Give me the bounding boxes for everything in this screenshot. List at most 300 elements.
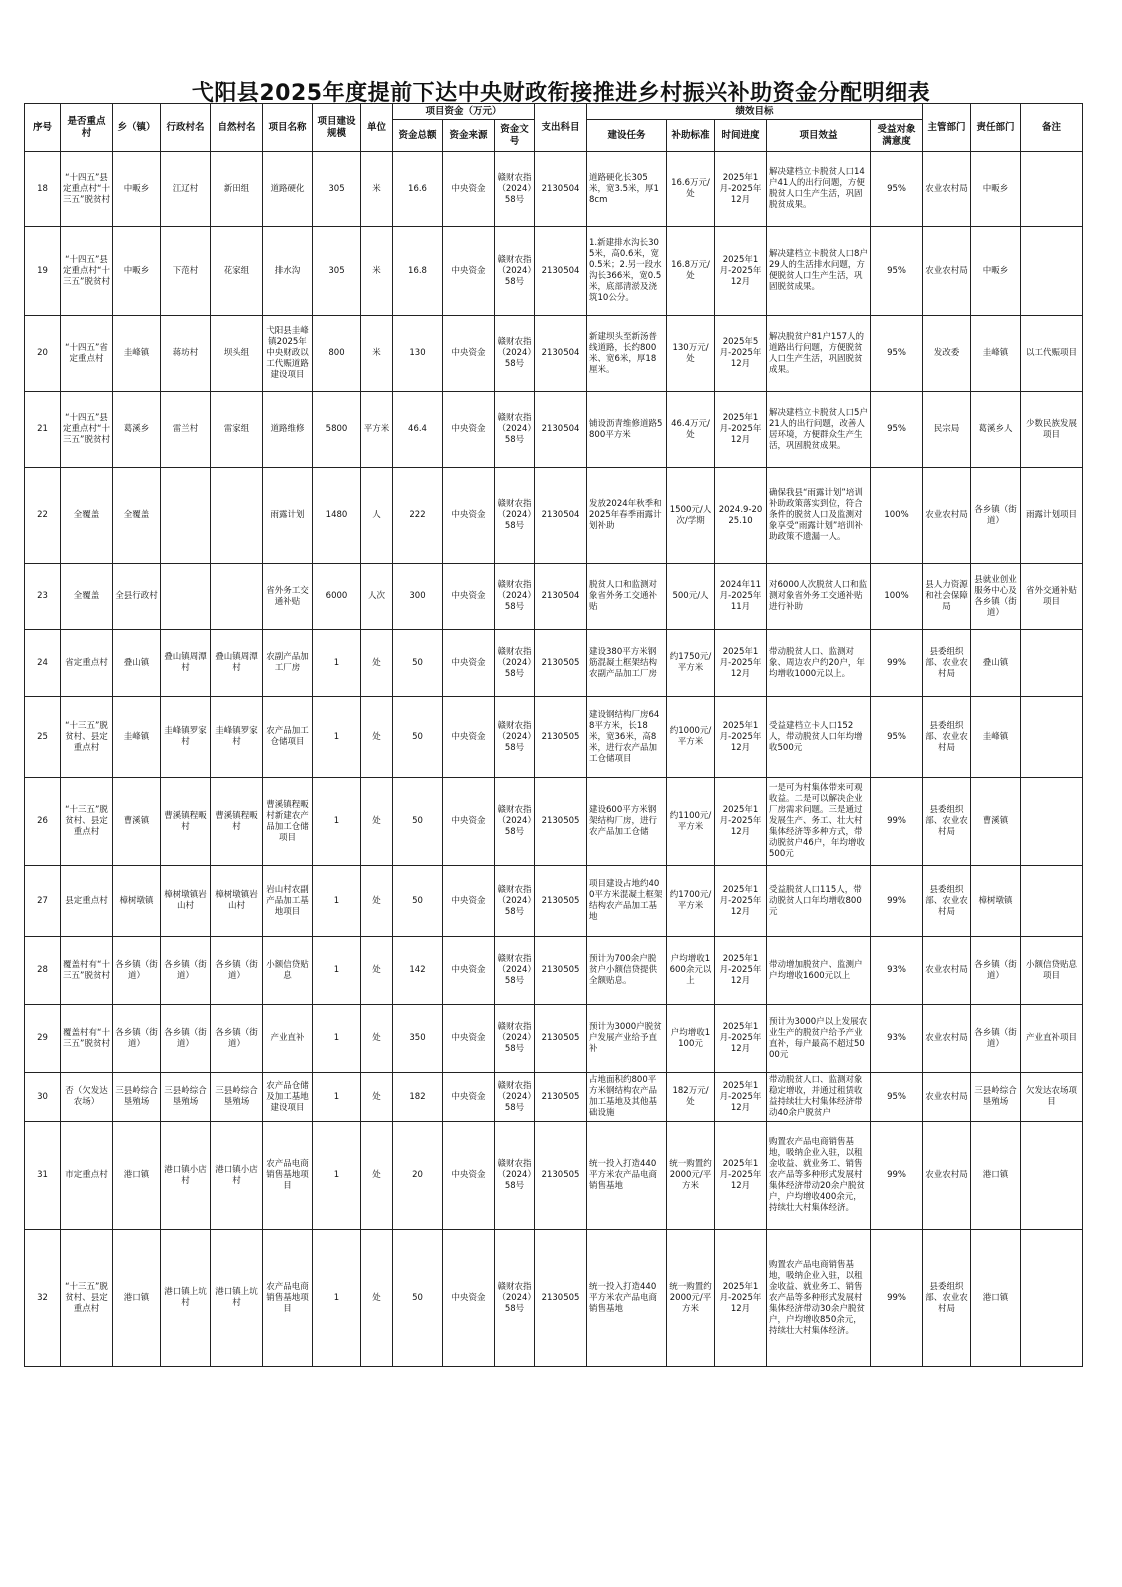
cell-town: 圭峰镇 <box>113 316 161 392</box>
cell-natural-village: 坝头组 <box>211 316 263 392</box>
cell-fund-source: 中央资金 <box>443 227 495 316</box>
table-row <box>25 392 1083 468</box>
cell-task: 建设钢结构厂房648平方米，长18米，宽36米，高8米，进行农产品加工仓储项目 <box>587 697 667 778</box>
table-row <box>25 468 1083 564</box>
cell-natural-village <box>211 468 263 564</box>
cell-benefit: 受益建档立卡人口152人，带动脱贫人口年均增收500元 <box>767 697 871 778</box>
cell-seq: 26 <box>25 778 61 866</box>
cell-dept: 农业农村局 <box>923 1122 971 1230</box>
cell-schedule: 2024.9-2025.10 <box>715 468 767 564</box>
cell-fund-doc: 赣财农指（2024）58号 <box>495 316 535 392</box>
cell-dept: 发改委 <box>923 316 971 392</box>
cell-fund-doc: 赣财农指（2024）58号 <box>495 778 535 866</box>
cell-unit: 处 <box>361 1230 393 1367</box>
cell-note <box>1021 1122 1083 1230</box>
cell-key-village: “十四五”县定重点村“十三五”脱贫村 <box>61 152 113 227</box>
cell-seq: 22 <box>25 468 61 564</box>
cell-scale: 305 <box>313 227 361 316</box>
cell-seq: 29 <box>25 1005 61 1073</box>
cell-fund-doc: 赣财农指（2024）58号 <box>495 564 535 630</box>
cell-project-name: 排水沟 <box>263 227 313 316</box>
cell-dept: 农业农村局 <box>923 1073 971 1122</box>
cell-task: 预计为3000户脱贫户发展产业给予直补 <box>587 1005 667 1073</box>
cell-scale: 6000 <box>313 564 361 630</box>
cell-standard: 约1700元/平方米 <box>667 866 715 937</box>
cell-fund-total: 222 <box>393 468 443 564</box>
cell-town: 各乡镇（街道） <box>113 1005 161 1073</box>
cell-town: 葛溪乡 <box>113 392 161 468</box>
cell-admin-village: 樟树墩镇岩山村 <box>161 866 211 937</box>
cell-project-name: 弋阳县圭峰镇2025年中央财政以工代赈道路建设项目 <box>263 316 313 392</box>
cell-natural-village: 港口镇小店村 <box>211 1122 263 1230</box>
cell-seq: 27 <box>25 866 61 937</box>
cell-fund-total: 300 <box>393 564 443 630</box>
cell-resp: 圭峰镇 <box>971 697 1021 778</box>
cell-fund-source: 中央资金 <box>443 1073 495 1122</box>
cell-natural-village: 圭峰镇罗家村 <box>211 697 263 778</box>
table-row <box>25 937 1083 1005</box>
cell-standard: 130万元/处 <box>667 316 715 392</box>
header-benefit: 项目效益 <box>767 120 871 152</box>
cell-project-name: 农产品电商销售基地项目 <box>263 1122 313 1230</box>
cell-admin-village <box>161 564 211 630</box>
cell-satisfaction: 95% <box>871 1073 923 1122</box>
cell-fund-total: 130 <box>393 316 443 392</box>
table-row <box>25 1230 1083 1367</box>
cell-subject: 2130505 <box>535 697 587 778</box>
cell-admin-village: 叠山镇周潭村 <box>161 630 211 697</box>
cell-satisfaction: 95% <box>871 697 923 778</box>
header-fund-source: 资金来源 <box>443 120 495 152</box>
cell-dept: 县委组织部、农业农村局 <box>923 697 971 778</box>
cell-subject: 2130505 <box>535 1073 587 1122</box>
cell-task: 建设600平方米钢架结构厂房，进行农产品加工仓储 <box>587 778 667 866</box>
cell-seq: 30 <box>25 1073 61 1122</box>
cell-seq: 19 <box>25 227 61 316</box>
cell-admin-village: 各乡镇（街道） <box>161 1005 211 1073</box>
cell-fund-doc: 赣财农指（2024）58号 <box>495 1122 535 1230</box>
cell-scale: 1 <box>313 1005 361 1073</box>
cell-scale: 1 <box>313 866 361 937</box>
header-standard: 补助标准 <box>667 120 715 152</box>
cell-schedule: 2025年1月-2025年12月 <box>715 778 767 866</box>
cell-subject: 2130505 <box>535 778 587 866</box>
cell-dept: 县委组织部、农业农村局 <box>923 778 971 866</box>
cell-task: 统一投入打造440平方米农产品电商销售基地 <box>587 1122 667 1230</box>
cell-scale: 1480 <box>313 468 361 564</box>
cell-resp: 县就业创业服务中心及各乡镇（街道） <box>971 564 1021 630</box>
cell-key-village: “十四五”省定重点村 <box>61 316 113 392</box>
cell-key-village: 省定重点村 <box>61 630 113 697</box>
cell-note <box>1021 866 1083 937</box>
table-row <box>25 630 1083 697</box>
cell-admin-village: 曹溪镇程畈村 <box>161 778 211 866</box>
cell-scale: 1 <box>313 1230 361 1367</box>
cell-fund-source: 中央资金 <box>443 1122 495 1230</box>
cell-note: 欠发达农场项目 <box>1021 1073 1083 1122</box>
header-scale: 项目建设规模 <box>313 104 361 152</box>
cell-satisfaction: 99% <box>871 866 923 937</box>
header-performance-group: 绩效目标 <box>587 104 923 120</box>
cell-schedule: 2025年1月-2025年12月 <box>715 1005 767 1073</box>
cell-schedule: 2025年1月-2025年12月 <box>715 937 767 1005</box>
cell-project-name: 省外务工交通补贴 <box>263 564 313 630</box>
cell-unit: 米 <box>361 316 393 392</box>
cell-seq: 18 <box>25 152 61 227</box>
cell-subject: 2130505 <box>535 1230 587 1367</box>
cell-benefit: 带动增加脱贫户、监测户户均增收1600元以上 <box>767 937 871 1005</box>
cell-task: 1.新建排水沟长305米，高0.6米，宽0.5米；2.另一段水沟长366米，宽0.5米，底部清淤及浇筑10公分。 <box>587 227 667 316</box>
cell-resp: 港口镇 <box>971 1230 1021 1367</box>
cell-resp: 圭峰镇 <box>971 316 1021 392</box>
cell-note <box>1021 152 1083 227</box>
cell-admin-village: 下范村 <box>161 227 211 316</box>
cell-admin-village: 江辽村 <box>161 152 211 227</box>
cell-admin-village: 港口镇小店村 <box>161 1122 211 1230</box>
cell-benefit: 一是可为村集体带来可观收益。二是可以解决企业厂房需求问题。三是通过发展生产、务工、壮大村集体经济等多种方式，带动脱贫户46户，年均增收500元 <box>767 778 871 866</box>
cell-fund-total: 46.4 <box>393 392 443 468</box>
cell-fund-total: 50 <box>393 778 443 866</box>
cell-standard: 户均增收1100元 <box>667 1005 715 1073</box>
cell-subject: 2130505 <box>535 1005 587 1073</box>
header-schedule: 时间进度 <box>715 120 767 152</box>
cell-standard: 182万元/处 <box>667 1073 715 1122</box>
cell-schedule: 2025年1月-2025年12月 <box>715 697 767 778</box>
cell-natural-village: 各乡镇（街道） <box>211 937 263 1005</box>
header-unit: 单位 <box>361 104 393 152</box>
cell-admin-village: 三县岭综合垦殖场 <box>161 1073 211 1122</box>
cell-dept: 县委组织部、农业农村局 <box>923 630 971 697</box>
cell-satisfaction: 93% <box>871 1005 923 1073</box>
cell-note: 小额信贷贴息项目 <box>1021 937 1083 1005</box>
cell-subject: 2130505 <box>535 630 587 697</box>
cell-scale: 1 <box>313 937 361 1005</box>
cell-seq: 25 <box>25 697 61 778</box>
cell-unit: 处 <box>361 1073 393 1122</box>
cell-seq: 28 <box>25 937 61 1005</box>
cell-note <box>1021 227 1083 316</box>
cell-standard: 1500元/人次/学期 <box>667 468 715 564</box>
header-seq: 序号 <box>25 104 61 152</box>
cell-project-name: 岩山村农副产品加工基地项目 <box>263 866 313 937</box>
cell-satisfaction: 93% <box>871 937 923 1005</box>
table-row <box>25 697 1083 778</box>
cell-key-village: 市定重点村 <box>61 1122 113 1230</box>
cell-benefit: 购置农产品电商销售基地，吸纳企业入驻，以租金收益、就业务工、销售农产品等多种形式发展村集体经济带动30余户脱贫户，户均增收850余元，持续壮大村集体经济。 <box>767 1230 871 1367</box>
cell-resp: 各乡镇（街道） <box>971 468 1021 564</box>
cell-benefit: 解决建档立卡脱贫人口14户41人的出行问题，方便脱贫人口生产生活，巩固脱贫成果。 <box>767 152 871 227</box>
header-satisfaction: 受益对象满意度 <box>871 120 923 152</box>
allocation-table <box>24 103 1083 1367</box>
cell-fund-doc: 赣财农指（2024）58号 <box>495 697 535 778</box>
header-town: 乡（镇） <box>113 104 161 152</box>
cell-fund-source: 中央资金 <box>443 316 495 392</box>
cell-resp: 各乡镇（街道） <box>971 1005 1021 1073</box>
cell-unit: 处 <box>361 1005 393 1073</box>
cell-note <box>1021 697 1083 778</box>
cell-subject: 2130504 <box>535 468 587 564</box>
cell-task: 新建坝头至新汤普线道路，长约800米、宽6米，厚18厘米。 <box>587 316 667 392</box>
cell-fund-doc: 赣财农指（2024）58号 <box>495 866 535 937</box>
cell-scale: 1 <box>313 697 361 778</box>
cell-unit: 米 <box>361 152 393 227</box>
header-resp: 责任部门 <box>971 104 1021 152</box>
cell-admin-village: 港口镇上坑村 <box>161 1230 211 1367</box>
cell-fund-total: 50 <box>393 1230 443 1367</box>
cell-seq: 31 <box>25 1122 61 1230</box>
cell-dept: 农业农村局 <box>923 468 971 564</box>
cell-key-village: 全覆盖 <box>61 468 113 564</box>
cell-fund-total: 16.8 <box>393 227 443 316</box>
cell-fund-doc: 赣财农指（2024）58号 <box>495 1005 535 1073</box>
cell-task: 预计为700余户脱贫户小额信贷提供全额贴息。 <box>587 937 667 1005</box>
cell-note: 省外交通补贴项目 <box>1021 564 1083 630</box>
table-row <box>25 1073 1083 1122</box>
cell-fund-doc: 赣财农指（2024）58号 <box>495 392 535 468</box>
cell-unit: 处 <box>361 937 393 1005</box>
cell-task: 铺设沥青维修道路5800平方米 <box>587 392 667 468</box>
cell-fund-doc: 赣财农指（2024）58号 <box>495 227 535 316</box>
cell-natural-village: 港口镇上坑村 <box>211 1230 263 1367</box>
cell-standard: 约1000元/平方米 <box>667 697 715 778</box>
cell-satisfaction: 100% <box>871 468 923 564</box>
cell-subject: 2130504 <box>535 392 587 468</box>
cell-unit: 处 <box>361 630 393 697</box>
cell-note: 以工代赈项目 <box>1021 316 1083 392</box>
cell-subject: 2130505 <box>535 1122 587 1230</box>
cell-satisfaction: 95% <box>871 227 923 316</box>
cell-dept: 县委组织部、农业农村局 <box>923 866 971 937</box>
table-row <box>25 227 1083 316</box>
cell-satisfaction: 100% <box>871 564 923 630</box>
cell-fund-source: 中央资金 <box>443 697 495 778</box>
cell-schedule: 2024年11月-2025年11月 <box>715 564 767 630</box>
cell-town: 各乡镇（街道） <box>113 937 161 1005</box>
cell-key-village: 覆盖村有“十三五”脱贫村 <box>61 937 113 1005</box>
cell-benefit: 对6000人次脱贫人口和监测对象省外务工交通补贴进行补助 <box>767 564 871 630</box>
cell-benefit: 解决建档立卡脱贫人口8户29人的生活排水问题，方便脱贫人口生产生活，巩固脱贫成果。 <box>767 227 871 316</box>
cell-standard: 16.6万元/处 <box>667 152 715 227</box>
table-row <box>25 564 1083 630</box>
cell-admin-village <box>161 468 211 564</box>
cell-project-name: 产业直补 <box>263 1005 313 1073</box>
cell-town: 港口镇 <box>113 1122 161 1230</box>
header-natural-village: 自然村名 <box>211 104 263 152</box>
cell-scale: 1 <box>313 778 361 866</box>
cell-fund-source: 中央资金 <box>443 468 495 564</box>
cell-fund-source: 中央资金 <box>443 1230 495 1367</box>
cell-note: 产业直补项目 <box>1021 1005 1083 1073</box>
cell-town: 圭峰镇 <box>113 697 161 778</box>
cell-town: 全县行政村 <box>113 564 161 630</box>
table-row <box>25 778 1083 866</box>
cell-fund-source: 中央资金 <box>443 866 495 937</box>
cell-standard: 户均增收1600余元以上 <box>667 937 715 1005</box>
cell-standard: 500元/人 <box>667 564 715 630</box>
cell-seq: 32 <box>25 1230 61 1367</box>
cell-task: 脱贫人口和监测对象省外务工交通补贴 <box>587 564 667 630</box>
cell-unit: 处 <box>361 697 393 778</box>
cell-fund-source: 中央资金 <box>443 630 495 697</box>
cell-fund-total: 182 <box>393 1073 443 1122</box>
cell-resp: 中畈乡 <box>971 227 1021 316</box>
cell-key-village: “十三五”脱贫村、县定重点村 <box>61 778 113 866</box>
cell-benefit: 解决脱贫户81户157人的道路出行问题，方便脱贫人口生产生活，巩固脱贫成果。 <box>767 316 871 392</box>
cell-dept: 农业农村局 <box>923 937 971 1005</box>
cell-project-name: 农产品电商销售基地项目 <box>263 1230 313 1367</box>
cell-resp: 叠山镇 <box>971 630 1021 697</box>
cell-unit: 处 <box>361 1122 393 1230</box>
cell-natural-village: 樟树墩镇岩山村 <box>211 866 263 937</box>
cell-fund-source: 中央资金 <box>443 937 495 1005</box>
cell-fund-doc: 赣财农指（2024）58号 <box>495 468 535 564</box>
cell-fund-source: 中央资金 <box>443 1005 495 1073</box>
cell-town: 港口镇 <box>113 1230 161 1367</box>
cell-unit: 处 <box>361 866 393 937</box>
header-admin-village: 行政村名 <box>161 104 211 152</box>
table-row <box>25 866 1083 937</box>
cell-benefit: 带动脱贫人口、监测对象稳定增收，并通过租赁收益持续壮大村集体经济带动40余户脱贫户 <box>767 1073 871 1122</box>
cell-note <box>1021 630 1083 697</box>
cell-schedule: 2025年1月-2025年12月 <box>715 866 767 937</box>
cell-fund-doc: 赣财农指（2024）58号 <box>495 630 535 697</box>
cell-schedule: 2025年1月-2025年12月 <box>715 1230 767 1367</box>
cell-fund-total: 50 <box>393 866 443 937</box>
cell-dept: 农业农村局 <box>923 1005 971 1073</box>
cell-fund-total: 50 <box>393 630 443 697</box>
cell-scale: 1 <box>313 1073 361 1122</box>
cell-satisfaction: 95% <box>871 316 923 392</box>
cell-natural-village: 曹溪镇程畈村 <box>211 778 263 866</box>
cell-key-village: 全覆盖 <box>61 564 113 630</box>
cell-standard: 约1750元/平方米 <box>667 630 715 697</box>
cell-standard: 46.4万元/处 <box>667 392 715 468</box>
cell-project-name: 农产品加工仓储项目 <box>263 697 313 778</box>
cell-natural-village: 新田组 <box>211 152 263 227</box>
cell-subject: 2130505 <box>535 937 587 1005</box>
cell-benefit: 预计为3000户以上发展农业生产的脱贫户给予产业直补，每户最高不超过5000元 <box>767 1005 871 1073</box>
cell-key-village: “十四五”县定重点村“十三五”脱贫村 <box>61 392 113 468</box>
cell-natural-village: 叠山镇周潭村 <box>211 630 263 697</box>
cell-admin-village: 各乡镇（街道） <box>161 937 211 1005</box>
cell-note <box>1021 1230 1083 1367</box>
cell-town: 三县岭综合垦殖场 <box>113 1073 161 1122</box>
cell-task: 发放2024年秋季和2025年春季雨露计划补助 <box>587 468 667 564</box>
page-title: 弋阳县2025年度提前下达中央财政衔接推进乡村振兴补助资金分配明细表 <box>191 81 931 106</box>
cell-satisfaction: 99% <box>871 778 923 866</box>
cell-natural-village: 三县岭综合垦殖场 <box>211 1073 263 1122</box>
cell-fund-total: 50 <box>393 697 443 778</box>
cell-seq: 20 <box>25 316 61 392</box>
cell-project-name: 雨露计划 <box>263 468 313 564</box>
cell-benefit: 购置农产品电商销售基地，吸纳企业入驻，以租金收益、就业务工、销售农产品等多种形式发展村集体经济带动20余户脱贫户，户均增收400余元，持续壮大村集体经济。 <box>767 1122 871 1230</box>
cell-unit: 人次 <box>361 564 393 630</box>
cell-scale: 305 <box>313 152 361 227</box>
cell-standard: 统一购置约2000元/平方米 <box>667 1122 715 1230</box>
header-subject: 支出科目 <box>535 104 587 152</box>
cell-key-village: 覆盖村有“十三五”脱贫村 <box>61 1005 113 1073</box>
header-fund-doc: 资金文号 <box>495 120 535 152</box>
cell-subject: 2130504 <box>535 564 587 630</box>
cell-unit: 人 <box>361 468 393 564</box>
cell-subject: 2130504 <box>535 227 587 316</box>
header-funds-group: 项目资金（万元） <box>393 104 535 120</box>
cell-schedule: 2025年1月-2025年12月 <box>715 1122 767 1230</box>
cell-unit: 处 <box>361 778 393 866</box>
cell-benefit: 解决建档立卡脱贫人口5户21人的出行问题，改善人居环境，方便群众生产生活，巩固脱贫成果。 <box>767 392 871 468</box>
cell-fund-source: 中央资金 <box>443 778 495 866</box>
cell-admin-village: 蒋坊村 <box>161 316 211 392</box>
header-project-name: 项目名称 <box>263 104 313 152</box>
cell-fund-source: 中央资金 <box>443 564 495 630</box>
cell-task: 道路硬化长305米，宽3.5米，厚18cm <box>587 152 667 227</box>
cell-fund-source: 中央资金 <box>443 392 495 468</box>
cell-satisfaction: 95% <box>871 152 923 227</box>
cell-fund-doc: 赣财农指（2024）58号 <box>495 152 535 227</box>
cell-fund-total: 142 <box>393 937 443 1005</box>
cell-town: 中畈乡 <box>113 152 161 227</box>
cell-note: 少数民族发展项目 <box>1021 392 1083 468</box>
cell-project-name: 小额信贷贴息 <box>263 937 313 1005</box>
cell-seq: 24 <box>25 630 61 697</box>
cell-natural-village <box>211 564 263 630</box>
table-row <box>25 152 1083 227</box>
cell-satisfaction: 99% <box>871 630 923 697</box>
cell-fund-total: 350 <box>393 1005 443 1073</box>
cell-town: 中畈乡 <box>113 227 161 316</box>
cell-admin-village: 雷兰村 <box>161 392 211 468</box>
cell-subject: 2130505 <box>535 866 587 937</box>
cell-schedule: 2025年5月-2025年12月 <box>715 316 767 392</box>
cell-satisfaction: 95% <box>871 392 923 468</box>
header-fund-total: 资金总额 <box>393 120 443 152</box>
header-key-village: 是否重点村 <box>61 104 113 152</box>
cell-fund-total: 20 <box>393 1122 443 1230</box>
cell-town: 曹溪镇 <box>113 778 161 866</box>
cell-seq: 23 <box>25 564 61 630</box>
cell-scale: 1 <box>313 1122 361 1230</box>
cell-standard: 约1100元/平方米 <box>667 778 715 866</box>
header-note: 备注 <box>1021 104 1083 152</box>
cell-resp: 中畈乡 <box>971 152 1021 227</box>
cell-subject: 2130504 <box>535 316 587 392</box>
cell-resp: 曹溪镇 <box>971 778 1021 866</box>
cell-scale: 800 <box>313 316 361 392</box>
cell-fund-doc: 赣财农指（2024）58号 <box>495 1073 535 1122</box>
cell-satisfaction: 99% <box>871 1122 923 1230</box>
cell-benefit: 受益脱贫人口115人，带动脱贫人口年均增收800元 <box>767 866 871 937</box>
cell-task: 项目建设占地约400平方米混凝土框架结构农产品加工基地 <box>587 866 667 937</box>
cell-schedule: 2025年1月-2025年12月 <box>715 152 767 227</box>
cell-unit: 平方米 <box>361 392 393 468</box>
cell-schedule: 2025年1月-2025年12月 <box>715 392 767 468</box>
cell-project-name: 道路硬化 <box>263 152 313 227</box>
table-row <box>25 1005 1083 1073</box>
cell-satisfaction: 99% <box>871 1230 923 1367</box>
cell-dept: 民宗局 <box>923 392 971 468</box>
cell-note: 雨露计划项目 <box>1021 468 1083 564</box>
cell-natural-village: 花家组 <box>211 227 263 316</box>
cell-schedule: 2025年1月-2025年12月 <box>715 1073 767 1122</box>
cell-unit: 米 <box>361 227 393 316</box>
cell-benefit: 带动脱贫人口、监测对象、周边农户约20户，年均增收1000元以上。 <box>767 630 871 697</box>
cell-resp: 港口镇 <box>971 1122 1021 1230</box>
cell-subject: 2130504 <box>535 152 587 227</box>
cell-schedule: 2025年1月-2025年12月 <box>715 630 767 697</box>
cell-natural-village: 雷家组 <box>211 392 263 468</box>
header-task: 建设任务 <box>587 120 667 152</box>
cell-project-name: 农副产品加工厂房 <box>263 630 313 697</box>
